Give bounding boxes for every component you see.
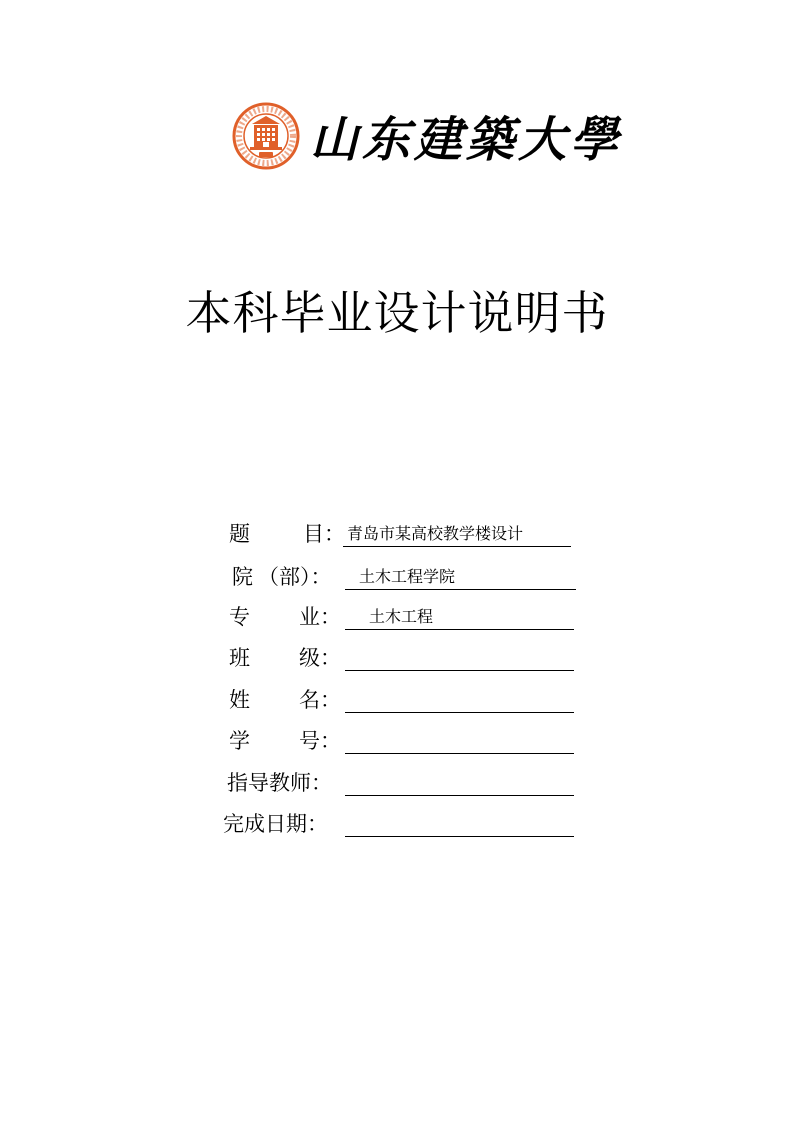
form-row-advisor [0,769,794,797]
class-field[interactable] [345,644,574,671]
university-name: 山东建築大學 [310,112,623,168]
school-label-suffix: （部）： [258,565,332,589]
form-row-school [0,563,794,591]
major-label-suffix: 业： [299,605,341,629]
major-label-char: 专 [229,605,250,629]
topic-label-suffix: 目： [303,522,345,546]
document-title: 本科毕业设计说明书 [185,286,609,340]
form-row-class [0,644,794,672]
form-row-student-id [0,727,794,755]
major-value: 土木工程 [369,607,434,626]
university-seal-icon [232,102,300,170]
form-row-topic [0,520,794,548]
school-label-char: 院 [232,565,253,589]
topic-label-char: 题 [229,522,250,546]
student-id-label-suffix: 号： [299,729,341,753]
student-id-field[interactable] [345,727,574,754]
university-header [232,100,623,172]
name-label-char: 姓 [229,688,250,712]
school-value: 土木工程学院 [359,567,456,586]
form-row-name [0,686,794,714]
advisor-field[interactable] [345,769,574,796]
advisor-label: 指导教师： [227,771,332,795]
school-field[interactable] [345,563,576,590]
name-field[interactable] [345,686,574,713]
name-label-suffix: 名： [299,688,341,712]
class-label-char: 班 [229,646,250,670]
form-row-major [0,603,794,631]
completion-date-field[interactable] [345,810,574,837]
class-label-suffix: 级： [299,646,341,670]
topic-value: 青岛市某高校教学楼设计 [347,524,524,543]
student-id-label-char: 学 [229,729,250,753]
topic-field[interactable] [343,520,571,547]
form-row-completion-date [0,810,794,838]
major-field[interactable] [345,603,574,630]
completion-date-label: 完成日期： [223,812,328,836]
